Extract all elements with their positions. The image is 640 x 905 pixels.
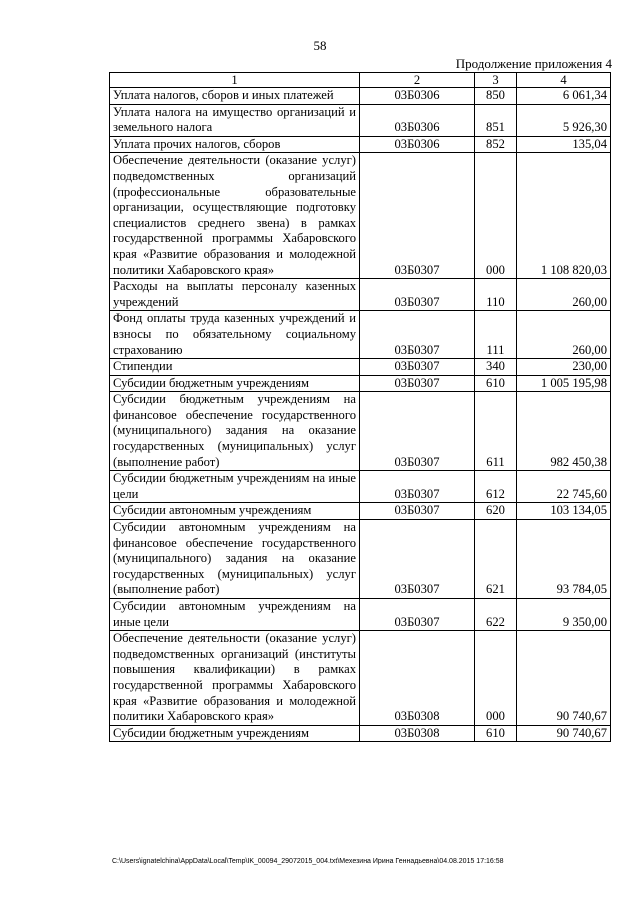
amount: 103 134,05 <box>517 503 611 520</box>
amount: 982 450,38 <box>517 392 611 471</box>
expense-type-code: 620 <box>475 503 517 520</box>
target-code: 03Б0307 <box>360 359 475 376</box>
target-code: 03Б0307 <box>360 599 475 631</box>
table-row <box>110 375 611 392</box>
table-row <box>110 88 611 105</box>
table-row <box>110 599 611 631</box>
item-name: Субсидии бюджетным учреждениям <box>110 725 360 742</box>
target-code: 03Б0308 <box>360 725 475 742</box>
expense-type-code: 000 <box>475 631 517 726</box>
table-row <box>110 503 611 520</box>
expense-type-code: 340 <box>475 359 517 376</box>
table-row <box>110 520 611 599</box>
header-cell: 3 <box>475 73 517 88</box>
amount: 6 061,34 <box>517 88 611 105</box>
target-code: 03Б0306 <box>360 88 475 105</box>
target-code: 03Б0307 <box>360 311 475 359</box>
table-row <box>110 104 611 136</box>
item-name: Стипендии <box>110 359 360 376</box>
header-cell: 2 <box>360 73 475 88</box>
target-code: 03Б0307 <box>360 375 475 392</box>
item-name: Субсидии автономным учреждениям на иные цели <box>110 599 360 631</box>
table-row <box>110 359 611 376</box>
item-name: Фонд оплаты труда казенных учреждений и взносы по обязательному социальному страхованию <box>110 311 360 359</box>
expense-type-code: 110 <box>475 279 517 311</box>
amount: 230,00 <box>517 359 611 376</box>
target-code: 03Б0306 <box>360 104 475 136</box>
item-name: Обеспечение деятельности (оказание услуг) подведомственных организаций (профессиональные образовательные организации, осуществляющие подготовку специалистов среднего звена) в рамках государственной программы Хабаровского края «Развитие образования и молодежной политики Хабаровского края» <box>110 153 360 279</box>
expense-type-code: 850 <box>475 88 517 105</box>
table-row <box>110 136 611 153</box>
expense-type-code: 610 <box>475 375 517 392</box>
item-name: Субсидии бюджетным учреждениям <box>110 375 360 392</box>
item-name: Субсидии бюджетным учреждениям на финансовое обеспечение государственного (муниципального) задания на оказание государственных (муниципальных) услуг (выполнение работ) <box>110 392 360 471</box>
item-name: Уплата налога на имущество организаций и земельного налога <box>110 104 360 136</box>
expense-type-code: 622 <box>475 599 517 631</box>
expense-type-code: 000 <box>475 153 517 279</box>
item-name: Уплата прочих налогов, сборов <box>110 136 360 153</box>
header-row <box>110 73 611 88</box>
item-name: Уплата налогов, сборов и иных платежей <box>110 88 360 105</box>
amount: 5 926,30 <box>517 104 611 136</box>
budget-table <box>109 72 611 742</box>
amount: 260,00 <box>517 311 611 359</box>
table-row <box>110 471 611 503</box>
target-code: 03Б0306 <box>360 136 475 153</box>
target-code: 03Б0307 <box>360 520 475 599</box>
target-code: 03Б0307 <box>360 279 475 311</box>
target-code: 03Б0307 <box>360 153 475 279</box>
item-name: Субсидии автономным учреждениям на финансовое обеспечение государственного (муниципального) задания на оказание государственных (муниципальных) услуг (выполнение работ) <box>110 520 360 599</box>
amount: 260,00 <box>517 279 611 311</box>
expense-type-code: 611 <box>475 392 517 471</box>
item-name: Обеспечение деятельности (оказание услуг) подведомственных организаций (институты повышения квалификации) в рамках государственной программы Хабаровского края «Развитие образования и молодежной политики Хабаровского края» <box>110 631 360 726</box>
amount: 90 740,67 <box>517 725 611 742</box>
header-cell: 1 <box>110 73 360 88</box>
header-cell: 4 <box>517 73 611 88</box>
amount: 90 740,67 <box>517 631 611 726</box>
file-path-footer: C:\Users\ignatelchina\AppData\Local\Temp\IK_00094_29072015_004.txt\Мехезина Ирина Геннадьевна\04.08.2015 17:16:58 <box>112 858 504 865</box>
table-row <box>110 279 611 311</box>
expense-type-code: 610 <box>475 725 517 742</box>
page-number: 58 <box>313 38 327 53</box>
expense-type-code: 111 <box>475 311 517 359</box>
amount: 22 745,60 <box>517 471 611 503</box>
table-row <box>110 392 611 471</box>
table-row <box>110 725 611 742</box>
expense-type-code: 852 <box>475 136 517 153</box>
amount: 135,04 <box>517 136 611 153</box>
amount: 1 005 195,98 <box>517 375 611 392</box>
item-name: Субсидии автономным учреждениям <box>110 503 360 520</box>
table-row <box>110 311 611 359</box>
amount: 1 108 820,03 <box>517 153 611 279</box>
target-code: 03Б0308 <box>360 631 475 726</box>
target-code: 03Б0307 <box>360 471 475 503</box>
amount: 93 784,05 <box>517 520 611 599</box>
table-row <box>110 631 611 726</box>
table-row <box>110 153 611 279</box>
item-name: Расходы на выплаты персоналу казенных учреждений <box>110 279 360 311</box>
continuation-label: Продолжение приложения 4 <box>455 56 612 71</box>
item-name: Субсидии бюджетным учреждениям на иные цели <box>110 471 360 503</box>
expense-type-code: 851 <box>475 104 517 136</box>
expense-type-code: 612 <box>475 471 517 503</box>
amount: 9 350,00 <box>517 599 611 631</box>
expense-type-code: 621 <box>475 520 517 599</box>
target-code: 03Б0307 <box>360 392 475 471</box>
target-code: 03Б0307 <box>360 503 475 520</box>
